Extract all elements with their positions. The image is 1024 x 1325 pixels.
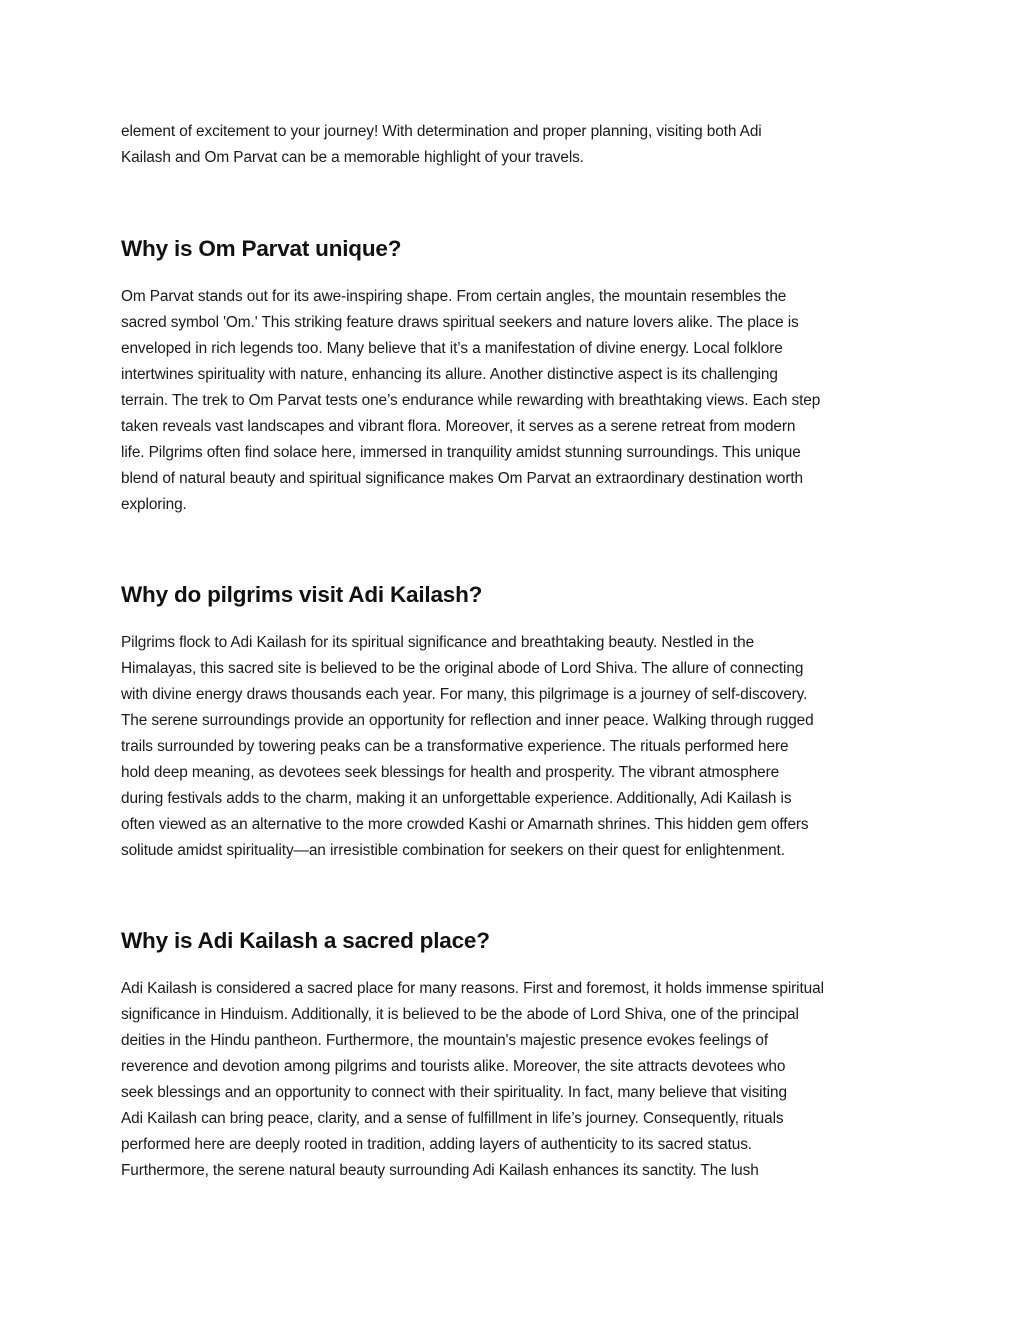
paragraph-line: Adi Kailash can bring peace, clarity, and a sense of fulfillment in life’s journey. Consequently, rituals <box>121 1110 784 1127</box>
paragraph-line: performed here are deeply rooted in tradition, adding layers of authenticity to its sacred status. <box>121 1136 752 1153</box>
paragraph-line: Himalayas, this sacred site is believed to be the original abode of Lord Shiva. The allure of connecting <box>121 660 804 677</box>
section-heading-pilgrims-visit: Why do pilgrims visit Adi Kailash? <box>121 582 483 607</box>
paragraph-line: deities in the Hindu pantheon. Furthermore, the mountain's majestic presence evokes feelings of <box>121 1032 769 1049</box>
intro-line: Kailash and Om Parvat can be a memorable highlight of your travels. <box>121 149 584 166</box>
paragraph-line: Pilgrims flock to Adi Kailash for its spiritual significance and breathtaking beauty. Nestled in the <box>121 634 755 651</box>
paragraph-line: often viewed as an alternative to the more crowded Kashi or Amarnath shrines. This hidden gem offers <box>121 816 809 833</box>
paragraph-line: significance in Hinduism. Additionally, it is believed to be the abode of Lord Shiva, one of the principal <box>121 1006 799 1023</box>
paragraph-line: during festivals adds to the charm, making it an unforgettable experience. Additionally, Adi Kailash is <box>121 790 792 807</box>
section-heading-om-parvat-unique: Why is Om Parvat unique? <box>121 236 402 261</box>
paragraph-line: blend of natural beauty and spiritual significance makes Om Parvat an extraordinary destination worth <box>121 470 803 487</box>
paragraph-line: reverence and devotion among pilgrims and tourists alike. Moreover, the site attracts devotees who <box>121 1058 786 1075</box>
paragraph-line: seek blessings and an opportunity to connect with their spirituality. In fact, many believe that visiting <box>121 1084 787 1101</box>
paragraph-line: trails surrounded by towering peaks can be a transformative experience. The rituals performed here <box>121 738 789 755</box>
paragraph-line: Furthermore, the serene natural beauty surrounding Adi Kailash enhances its sanctity. The lush <box>121 1162 759 1179</box>
paragraph-line: Adi Kailash is considered a sacred place for many reasons. First and foremost, it holds immense spiritual <box>121 980 824 997</box>
section-heading-adi-kailash-sacred: Why is Adi Kailash a sacred place? <box>121 928 490 953</box>
paragraph-line: sacred symbol 'Om.' This striking feature draws spiritual seekers and nature lovers alike. The place is <box>121 314 799 331</box>
paragraph-line: solitude amidst spirituality—an irresistible combination for seekers on their quest for enlightenment. <box>121 842 785 859</box>
intro-line: element of excitement to your journey! With determination and proper planning, visiting both Adi <box>121 123 762 140</box>
paragraph-line: hold deep meaning, as devotees seek blessings for health and prosperity. The vibrant atmosphere <box>121 764 780 781</box>
paragraph-line: The serene surroundings provide an opportunity for reflection and inner peace. Walking through rugged <box>121 712 814 729</box>
paragraph-line: with divine energy draws thousands each year. For many, this pilgrimage is a journey of self-discovery. <box>121 686 808 703</box>
paragraph-line: enveloped in rich legends too. Many believe that it’s a manifestation of divine energy. Local folklore <box>121 340 783 357</box>
paragraph-line: Om Parvat stands out for its awe-inspiring shape. From certain angles, the mountain resembles the <box>121 288 787 305</box>
paragraph-line: intertwines spirituality with nature, enhancing its allure. Another distinctive aspect is its challenging <box>121 366 778 383</box>
paragraph-line: exploring. <box>121 496 187 513</box>
paragraph-line: life. Pilgrims often find solace here, immersed in tranquility amidst stunning surroundings. This unique <box>121 444 801 461</box>
paragraph-line: taken reveals vast landscapes and vibrant flora. Moreover, it serves as a serene retreat from modern <box>121 418 796 435</box>
paragraph-line: terrain. The trek to Om Parvat tests one’s endurance while rewarding with breathtaking views. Each step <box>121 392 821 409</box>
